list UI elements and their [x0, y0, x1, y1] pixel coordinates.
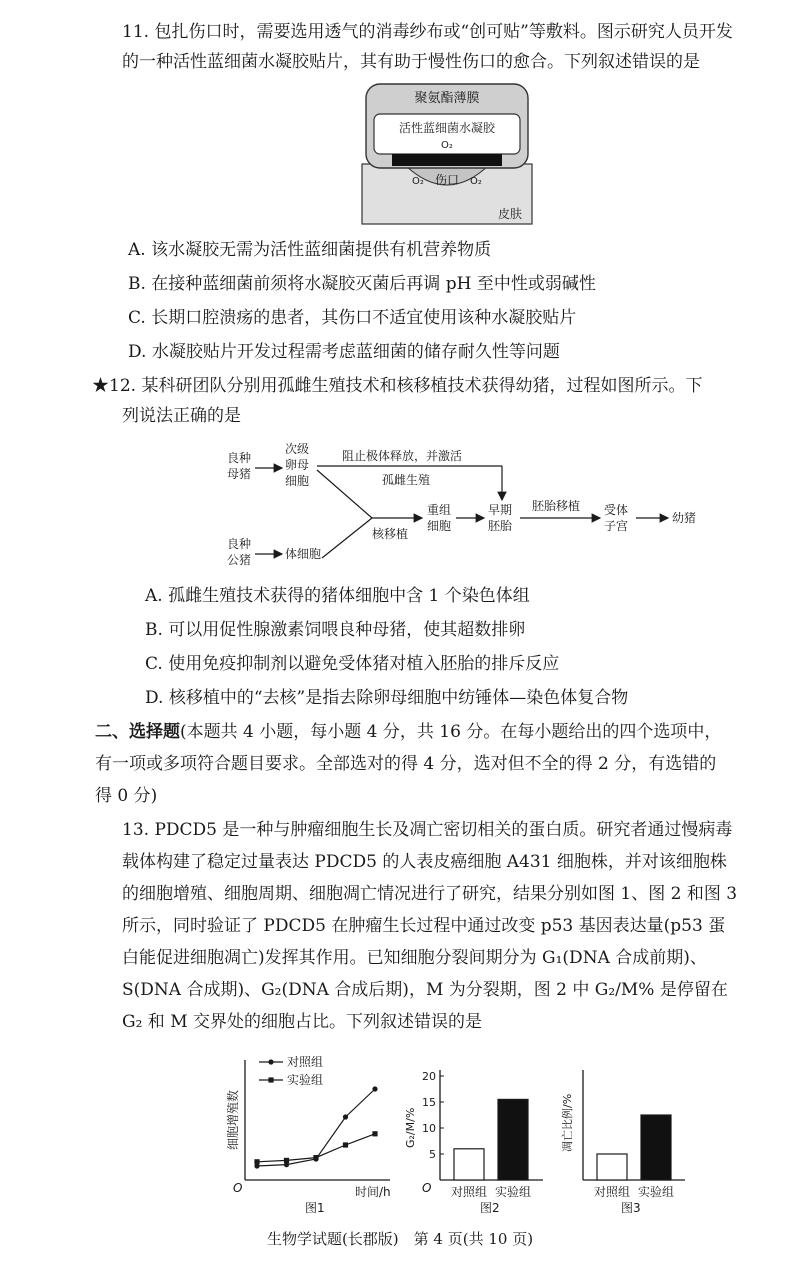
fig3-bar-1: [641, 1115, 671, 1180]
q11-option-a: A. 该水凝胶无需为活性蓝细菌提供有机营养物质: [128, 240, 492, 260]
oocyte-label-2: 卵母: [285, 458, 310, 472]
fig1-point-1-0: [254, 1159, 259, 1164]
fig1-point-0-3: [343, 1114, 348, 1119]
q13-stem-line-3: 的细胞增殖、细胞周期、细胞凋亡情况进行了研究，结果分别如图 1、图 2 和图 3: [122, 884, 738, 904]
q12-stem-line-1: ★12. 某科研团队分别用孤雌生殖技术和核移植技术获得幼猪，过程如图所示。下: [92, 376, 703, 396]
recomb-label-1: 重组: [427, 503, 452, 517]
fig1-point-1-4: [372, 1131, 377, 1136]
somatic-to-nt-line: [322, 518, 372, 558]
page-footer: 生物学试题(长郡版) 第 4 页(共 10 页): [266, 1230, 534, 1248]
fig3-ylabel: 凋亡比例/%: [561, 1093, 574, 1152]
fig1-series-line-0: [257, 1089, 375, 1166]
fig2-category-0: 对照组: [450, 1185, 488, 1199]
q12-option-a: A. 孤雌生殖技术获得的猪体细胞中含 1 个染色体组: [145, 586, 530, 606]
contact-layer: [392, 154, 502, 166]
hydrogel-patch-figure: [360, 80, 535, 228]
fig2-tick-label-2: 15: [422, 1096, 436, 1109]
section2-line-1: [95, 720, 721, 744]
parthenogenesis-label: 孤雌生殖: [382, 473, 431, 487]
boar-label-2: 公猪: [227, 553, 252, 567]
gel-label: 活性蓝细菌水凝胶: [398, 121, 496, 135]
recomb-label-2: 细胞: [427, 519, 452, 533]
fig3-bar-0: [597, 1154, 627, 1180]
fig2-tick-label-0: 5: [429, 1148, 436, 1161]
oocyte-to-nt-line: [317, 470, 372, 518]
q13-stem-line-7: G₂ 和 M 交界处的细胞占比。下列叙述错误的是: [122, 1012, 483, 1032]
fig1-point-1-1: [284, 1158, 289, 1163]
fig2-bar-1: [498, 1099, 528, 1180]
early-embryo-label-2: 胚胎: [488, 519, 513, 533]
fig2-bar-0: [454, 1149, 484, 1180]
fig1-point-1-2: [313, 1155, 318, 1160]
fig1-point-1-3: [343, 1142, 348, 1147]
section2-title: 二、选择题: [95, 722, 180, 742]
piglet-label: 幼猪: [672, 511, 697, 525]
fig3-category-0: 对照组: [593, 1185, 631, 1199]
q12-stem-line-2: 列说法正确的是: [122, 406, 241, 426]
q12-option-b: B. 可以用促性腺激素饲喂良种母猪，使其超数排卵: [145, 620, 526, 640]
nuclear-transfer-label: 核移植: [372, 527, 409, 541]
uterus-label-2: 子宫: [604, 519, 629, 533]
fig2-ylabel: G₂/M/%: [404, 1107, 417, 1148]
fig3-title: 图3: [621, 1201, 641, 1215]
section2-desc-1: (本题共 4 小题，每小题 4 分，共 16 分。在每小题给出的四个选项中，: [180, 722, 722, 742]
fig2-origin: O: [422, 1181, 432, 1195]
fig1-origin: O: [233, 1181, 243, 1195]
fig2-tick-label-1: 10: [422, 1122, 436, 1135]
q13-stem-line-5: 白能促进细胞凋亡)发挥其作用。已知细胞分裂间期分为 G₁(DNA 合成前期)、: [122, 948, 707, 968]
fig2-tick-label-3: 20: [422, 1070, 436, 1083]
q11-option-d: D. 水凝胶贴片开发过程需考虑蓝细菌的储存耐久性等问题: [128, 342, 560, 362]
fig1-legend-marker-1: [268, 1077, 273, 1082]
q11-option-c: C. 长期口腔溃疡的患者，其伤口不适宜使用该种水凝胶贴片: [128, 308, 577, 328]
section2-line-2: 有一项或多项符合题目要求。全部选对的得 4 分，选对但不全的得 2 分，有选错的: [95, 754, 717, 774]
o2-label-left: O₂: [412, 176, 424, 187]
somatic-label: 体细胞: [285, 547, 322, 561]
fig1-point-0-4: [372, 1086, 377, 1091]
fig3-category-1: 实验组: [637, 1185, 675, 1199]
o2-label-right: O₂: [470, 176, 482, 187]
q11-stem-line-1: 11. 包扎伤口时，需要选用透气的消毒纱布或“创可贴”等敷料。图示研究人员开发: [122, 22, 733, 42]
oocyte-label-3: 细胞: [285, 474, 310, 488]
sow-label-1: 良种: [227, 451, 252, 465]
fig1-legend-label-1: 实验组: [287, 1073, 324, 1087]
fig1-xlabel: 时间/h: [355, 1185, 391, 1199]
q11-stem-line-2: 的一种活性蓝细菌水凝胶贴片，其有助于慢性伤口的愈合。下列叙述错误的是: [122, 52, 700, 72]
wound-label: 伤口: [434, 173, 460, 187]
embryo-transfer-label: 胚胎移植: [532, 499, 581, 513]
boar-label-1: 良种: [227, 537, 252, 551]
fig1-legend-label-0: 对照组: [287, 1055, 324, 1069]
q13-stem-line-2: 载体构建了稳定过量表达 PDCD5 的人表皮癌细胞 A431 细胞株，并对该细胞株: [122, 852, 727, 872]
fig1-ylabel: 细胞增殖数: [226, 1089, 240, 1150]
figure-2-bar-chart: [404, 1062, 548, 1220]
fig1-legend-marker-0: [268, 1059, 273, 1064]
film-label: 聚氨酯薄膜: [414, 91, 480, 106]
early-embryo-label-1: 早期: [488, 503, 513, 517]
section2-line-3: 得 0 分): [95, 786, 158, 806]
block-label: 阻止极体释放，并激活: [342, 449, 463, 463]
fig1-title: 图1: [305, 1201, 325, 1215]
q13-stem-line-6: S(DNA 合成期)、G₂(DNA 合成后期)，M 为分裂期，图 2 中 G₂/M% 是停留在: [122, 980, 728, 1000]
fig2-title: 图2: [480, 1201, 500, 1215]
figure-1-line-chart: [215, 1050, 405, 1220]
sow-label-2: 母猪: [227, 467, 252, 481]
oocyte-label-1: 次级: [285, 442, 310, 456]
q12-option-c: C. 使用免疫抑制剂以避免受体猪对植入胚胎的排斥反应: [145, 654, 560, 674]
q13-stem-line-1: 13. PDCD5 是一种与肿瘤细胞生长及凋亡密切相关的蛋白质。研究者通过慢病毒: [122, 820, 733, 840]
uterus-label-1: 受体: [604, 503, 629, 517]
fig2-category-1: 实验组: [494, 1185, 532, 1199]
figure-3-bar-chart: [555, 1062, 690, 1220]
cloning-flow-figure: [222, 438, 712, 578]
q12-option-d: D. 核移植中的“去核”是指去除卵母细胞中纺锤体—染色体复合物: [145, 688, 629, 708]
q13-stem-line-4: 所示，同时验证了 PDCD5 在肿瘤生长过程中通过改变 p53 基因表达量(p53 蛋: [122, 916, 726, 936]
skin-label: 皮肤: [497, 207, 523, 221]
o2-label-gel: O₂: [441, 140, 453, 151]
q11-option-b: B. 在接种蓝细菌前须将水凝胶灭菌后再调 pH 至中性或弱碱性: [128, 274, 596, 294]
